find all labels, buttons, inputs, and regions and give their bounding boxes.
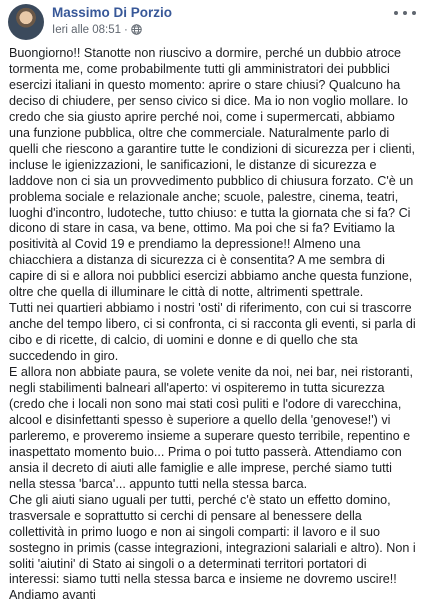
post-timestamp[interactable]: Ieri alle 08:51 — [52, 24, 122, 36]
post-paragraph: Tutti nei quartieri abbiamo i nostri 'osti' di riferimento, con cui si trascorre anche del tempo libero, ci si confronta, ci si racconta gli eventi, si parla di cibo e di ricette, di calcio, di uomini e donne e di quello che sta succedendo in giro. — [9, 301, 416, 364]
post-paragraph: Buongiorno!! Stanotte non riuscivo a dormire, perché un dubbio atroce tormenta me, come probabilmente tutti gli amministratori dei pubblici esercizi italiani in questo momento: aprire o stare chiusi? Qualcuno ha deciso di chiudere, per senso civico si dice. Ma io non voglio mollare. Io credo che sia giusto aprire perché noi, come i supermercati, abbiamo una funzione pubblica, oltre che commerciale. Naturalmente parlo di quelli che riescono a garantire tutte le condizioni di sicurezza per i clienti, incluse le igienizzazioni, le sanificazioni, le distanze di sicurezza e laddove non ci sia un provvedimento pubblico di chiusura forzato. C'è un problema sociale e relazionale anche; scuole, palestre, cinema, teatri, luoghi d'incontro, ludoteche, tutto chiuso: e tutta la giornata che si fa? Ci dicono di stare in casa, va bene, ottimo. Ma poi che si fa? Evitiamo la positività al Covid 19 e prendiamo la depressione!! Almeno una chiacchiera a distanza di sicurezza ci è consentita? A me sembra di capire di si e allora noi pubblici esercizi abbiamo anche questa funzione, oltre che quella di illuminare le città di notte, altrimenti spettrale. — [9, 46, 416, 300]
post-text — [9, 46, 417, 604]
post-paragraph: Che gli aiuti siano uguali per tutti, perché c'è stato un effetto domino, trasversale e soprattutto si cerchi di pensare al benessere della collettività in primo luogo e non ai singoli comparti: il lavoro e il suo sostegno in primis (casse integrazioni, integrazioni salariali e altro). Non i soliti 'aiutini' di Stato ai singoli o a determinati territori portatori di interessi: siamo tutti nella stessa barca e insieme ne dovremo uscire!! Andiamo avanti — [9, 492, 416, 603]
post-header — [0, 0, 424, 44]
post-paragraph: E allora non abbiate paura, se volete venite da noi, nei bar, nei ristoranti, negli stabilimenti balneari all'aperto: vi ospiteremo in tutta sicurezza (credo che i locali non sono mai stati così puliti e l'odore di varecchina, alcool e disinfettanti spesso è superiore a quello della 'genovese!') vi parleremo, e proveremo insieme a superare questo terribile, repentino e inaspettato momento buio... Prima o poi tutto passerà. Attendiamo con ansia il decreto di aiuti alle famiglie e alle imprese, perché siamo tutti nella stessa 'barca'... appunto tutti nella stessa barca. — [9, 365, 413, 491]
globe-icon[interactable] — [131, 24, 142, 35]
more-options-icon[interactable] — [394, 6, 416, 20]
author-name[interactable]: Massimo Di Porzio — [52, 5, 173, 20]
meta-separator: · — [124, 24, 128, 36]
more-dot — [394, 11, 398, 15]
more-dot — [412, 11, 416, 15]
post-meta — [52, 24, 142, 36]
more-dot — [403, 11, 407, 15]
avatar[interactable] — [8, 4, 44, 40]
